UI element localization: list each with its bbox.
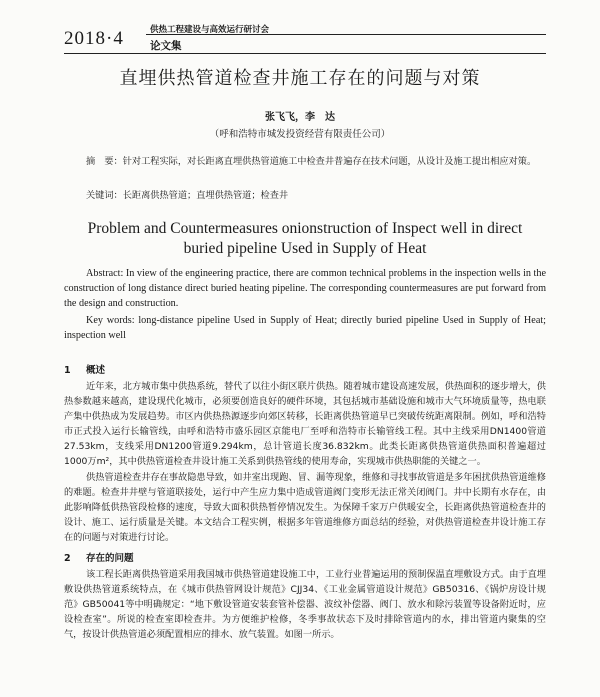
column-name: 论文集 — [150, 40, 182, 52]
authors: 张飞飞，李 达 — [265, 112, 335, 123]
section-2-title: 存在的问题 — [86, 553, 134, 564]
section-1-heading — [64, 362, 105, 376]
affiliation: （呼和浩特市城发投资经营有限责任公司） — [209, 129, 391, 140]
abstract-en: Abstract: In view of the engineering practice, there are common technical problems in the inspection wells in the construction of long distance direct buried heating pipeline. The corresponding countermeasures are put forward from the design and construction. — [64, 268, 546, 309]
section-1-number: 1 — [64, 365, 71, 376]
section-1-paragraph-1: 近年来，北方城市集中供热系统，替代了以往小街区联片供热。随着城市建设高速发展，供热面积的逐步增大，供热参数越来越高，建设现代化城市，必须要创造良好的硬件环境，其包括城市基础设施和城市大气环境质量等，热电联产集中供热成为发展趋势。市区内供热热源逐步向郊区转移，长距离供热管道早已突破传统距离限制。例如，呼和浩特市正式投入运行长输管线，由呼和浩特市盛乐园区京能电厂至呼和浩特市长输管线工程。其中主线采用DN1400管道27.53km，支线采用DN1200管道9.294km，总计管道长度36.832km。此类长距离供热管道供热面积普遍超过1000万m²，其中供热管道检查井设计施工关系到供热管线的使用寿命，实现城市供热职能的关键之一。 — [64, 381, 546, 467]
abstract-cn: 摘 要：针对工程实际，对长距离直埋供热管道施工中检查井普遍存在技术问题，从设计及施工提出相应对策。 — [86, 156, 537, 167]
section-1-paragraph-2: 供热管道检查井存在事故隐患导致，如井室出现跑、冒、漏等现象，维修和寻找事故管道是多年困扰供热管道维修的难题。检查井井壁与管道联接处，运行中产生应力集中造成管道阀门变形无法正常关闭阀门。井中长期有水存在，由此影响降低供热管段检修的速度，导致大面积供热暂停情况发生。为保障千家万户供暖安全，长距离供热管道检查井的设计、施工、运行质量是关键。本文结合工程实例，根据多年管道维修方面总结的经验，对供热管道检查井设计施工存在的问题与对策进行讨论。 — [64, 472, 546, 543]
section-2-paragraph-1: 该工程长距离供热管道采用我国城市供热管道建设施工中，工业行业普遍运用的预制保温直埋敷设方式。由于直埋敷设供热管道系统特点，在《城市供热管网设计规范》CJJ34、《工业金属管道设计规范》GB50316、《锅炉房设计规范》GB50041等中明确规定：“地下敷设管道安装套管补偿器、波纹补偿器、阀门、放水和除污装置等设备附近时，应设检查室”。所说的检查室即检查井。为方便维护检修，冬季事故状态下及时排除管道内的水，排出管道内聚集的空气，按设计供热管道必须配置相应的排水、放气装置。如图一所示。 — [64, 569, 546, 640]
keywords-en: Key words: long-distance pipeline Used in Supply of Heat; directly buried pipeline Used in Supply of Heat; inspection well — [64, 315, 546, 341]
section-2-heading — [64, 550, 134, 564]
section-2-number: 2 — [64, 553, 71, 564]
header-rule — [146, 34, 546, 35]
header-rule-bottom — [64, 53, 546, 54]
journal-name: 供热工程建设与高效运行研讨会 — [150, 25, 270, 35]
issue-number: 2018·4 — [64, 28, 124, 49]
paper-title-cn: 直埋供热管道检查井施工存在的问题与对策 — [119, 68, 481, 89]
paper-title-en: Problem and Countermeasures onionstruction of Inspect well in direct buried pipeline Used in Supply of Heat — [87, 220, 523, 257]
section-1-title: 概述 — [86, 365, 106, 376]
keywords-cn: 关键词：长距离供热管道；直埋供热管道；检查井 — [86, 190, 289, 201]
